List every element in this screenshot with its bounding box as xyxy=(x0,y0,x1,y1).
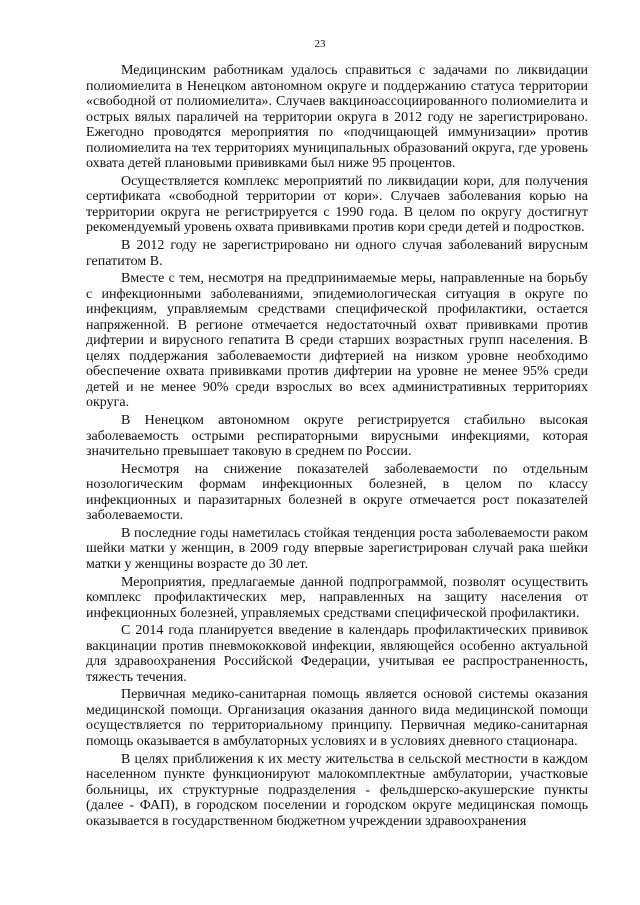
paragraph-infectious-diseases-growth: Несмотря на снижение показателей заболеваемости по отдельным нозологическим формам инфекционных болезней, в целом по классу инфекционных и паразитарных болезней в округе отмечается рост показателей заболеваемости. xyxy=(86,461,588,524)
paragraph-epidemiological-situation: Вместе с тем, несмотря на предпринимаемые меры, направленные на борьбу с инфекционными заболеваниями, эпидемиологическая ситуация в округе по инфекциям, управляемым средствами специфической профилактики, остается напряженной. В регионе отмечается недостаточный охват прививками против дифтерии и вирусного гепатита В среди старших возрастных групп населения. В целях поддержания заболеваемости дифтерией на низком уровне необходимо обеспечение охвата прививками против дифтерии на уровне не менее 95% среди детей и не менее 90% среди взрослых во всех административных территориях округа. xyxy=(86,271,588,411)
paragraph-measles: Осуществляется комплекс мероприятий по ликвидации кори, для получения сертификата «свободной территории от кори». Случаев заболевания корью на территории округа не регистрируется с 1990 года. В целом по округу достигнут рекомендуемый уровень охвата прививками против кори среди детей и подростков. xyxy=(86,173,588,236)
paragraph-subprogram-measures: Мероприятия, предлагаемые данной подпрограммой, позволят осуществить комплекс профилактических мер, направленных на защиту населения от инфекционных болезней, управляемых средствами специфической профилактики. xyxy=(86,574,588,621)
paragraph-rural-care: В целях приближения к их месту жительства в сельской местности в каждом населенном пункте функционируют малокомплектные амбулатории, участковые больницы, их структурные подразделения - фельдшерско-акушерские пункты (далее - ФАП), в городском поселении и городском округе медицинская помощь оказывается в государственном бюджетном учреждении здравоохранения xyxy=(86,751,588,829)
paragraph-primary-care: Первичная медико-санитарная помощь является основой системы оказания медицинской помощи. Организация оказания данного вида медицинской помощи осуществляется по территориальному принципу. Первичная медико-санитарная помощь оказывается в амбулаторных условиях и в условиях дневного стационара. xyxy=(86,687,588,749)
paragraph-cervical-cancer: В последние годы наметилась стойкая тенденция роста заболеваемости раком шейки матки у женщин, в 2009 году впервые зарегистрирован случай рака шейки матки у женщины возрасте до 30 лет. xyxy=(86,525,588,572)
paragraph-respiratory-infections: В Ненецком автономном округе регистрируется стабильно высокая заболеваемость острыми респираторными вирусными инфекциями, которая значительно превышает таковую в среднем по России. xyxy=(86,413,588,460)
paragraph-hepatitis-b: В 2012 году не зарегистрировано ни одного случая заболеваний вирусным гепатитом В. xyxy=(86,238,588,269)
document-body xyxy=(86,63,588,831)
paragraph-polio: Медицинским работникам удалось справиться с задачами по ликвидации полиомиелита в Ненецком автономном округе и поддержанию статуса территории «свободной от полиомиелита». Случаев вакциноассоциированного полиомиелита и острых вялых параличей на территории округа в 2012 году не зарегистрировано. Ежегодно проводятся мероприятия по «подчищающей иммунизации» против полиомиелита на тех территориях муниципальных образований округа, где уровень охвата детей плановыми прививками был ниже 95 процентов. xyxy=(86,63,588,172)
page-number: 23 xyxy=(314,38,326,50)
paragraph-pneumococcal-vaccination: С 2014 года планируется введение в календарь профилактических прививок вакцинации против пневмококковой инфекции, являющейся особенно актуальной для здравоохранения Российской Федерации, учитывая ее распространенность, тяжесть течения. xyxy=(86,623,588,685)
